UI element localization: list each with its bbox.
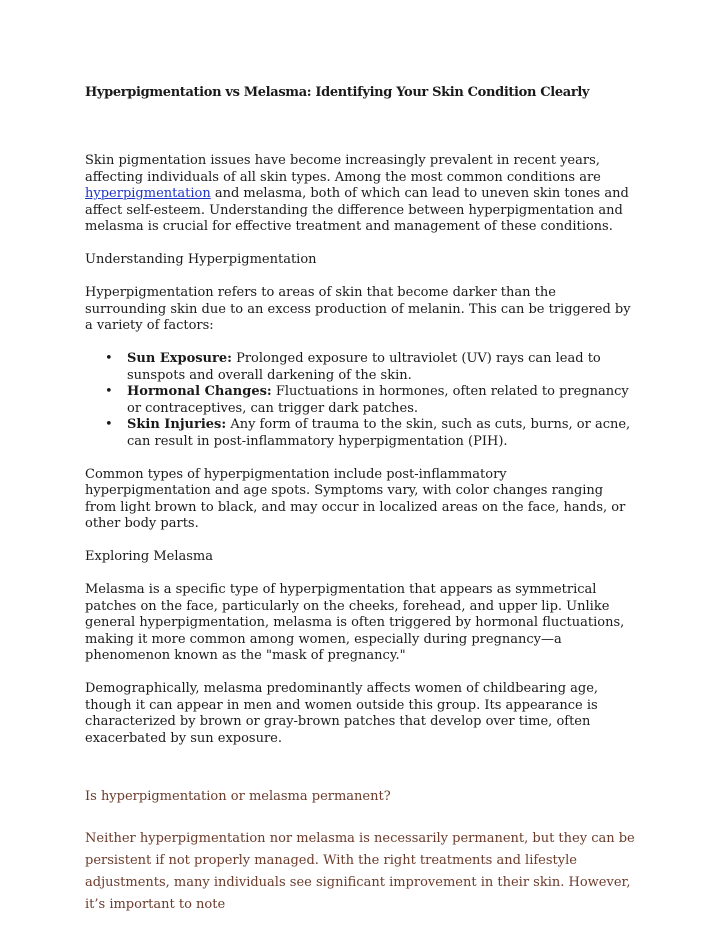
list-item-term: Hormonal Changes: [127,384,272,399]
list-item [105,384,635,417]
bullet-icon: • [105,384,113,399]
section3-paragraph: Neither hyperpigmentation nor melasma is necessarily permanent, but they can be persistent if not properly managed. With the right treatments and lifestyle adjustments, many individuals see significant improvement in their skin. However, it’s important to note [85,830,635,912]
list-item-text: Any form of trauma to the skin, such as cuts, burns, or acne, can result in post-inflammatory hyperpigmentation (PIH). [127,417,631,449]
factors-list [85,351,635,450]
bullet-icon: • [105,351,113,366]
section1-paragraph: Hyperpigmentation refers to areas of skin that become darker than the surrounding skin due to an excess production of melanin. This can be triggered by a variety of factors: [85,285,631,333]
bullet-icon: • [105,417,113,432]
section-heading-permanent: Is hyperpigmentation or melasma permanent? [85,789,391,804]
hyperpigmentation-link[interactable]: hyperpigmentation [85,186,211,201]
intro-text-before-link: Skin pigmentation issues have become increasingly prevalent in recent years, affecting individuals of all skin types. Among the most common conditions are [85,153,601,185]
intro-paragraph [85,153,635,236]
list-item [105,417,635,450]
section2-paragraph-2: Demographically, melasma predominantly affects women of childbearing age, though it can appear in men and women outside this group. Its appearance is characterized by brown or gray-brown patches that develop over time, often exacerbated by sun exposure. [85,681,599,746]
list-item-text: Prolonged exposure to ultraviolet (UV) rays can lead to sunspots and overall darkening of the skin. [127,351,601,383]
list-item-term: Sun Exposure: [127,351,232,366]
list-item-text: Fluctuations in hormones, often related to pregnancy or contraceptives, can trigger dark patches. [127,384,629,416]
section-heading-understanding: Understanding Hyperpigmentation [85,252,317,267]
section2-paragraph-1: Melasma is a specific type of hyperpigmentation that appears as symmetrical patches on the face, particularly on the cheeks, forehead, and upper lip. Unlike general hyperpigmentation, melasma is often triggered by hormonal fluctuations, making it more common among women, especially during pregnancy—a phenomenon known as the "mask of pregnancy." [85,582,625,663]
intro-text-after-link: and melasma, both of which can lead to uneven skin tones and affect self-esteem. Understanding the difference between hyperpigmentation and melasma is crucial for effective treatment and management of these conditions. [85,186,629,234]
page-title: Hyperpigmentation vs Melasma: Identifying Your Skin Condition Clearly [85,85,590,100]
section1-closing-paragraph: Common types of hyperpigmentation include post-inflammatory hyperpigmentation and age spots. Symptoms vary, with color changes ranging from light brown to black, and may occur in localized areas on the face, hands, or other body parts. [85,466,626,531]
list-item-term: Skin Injuries: [127,417,227,432]
document-content [85,84,635,916]
section-heading-melasma: Exploring Melasma [85,549,213,564]
permanence-section [85,789,635,916]
list-item [105,351,635,384]
